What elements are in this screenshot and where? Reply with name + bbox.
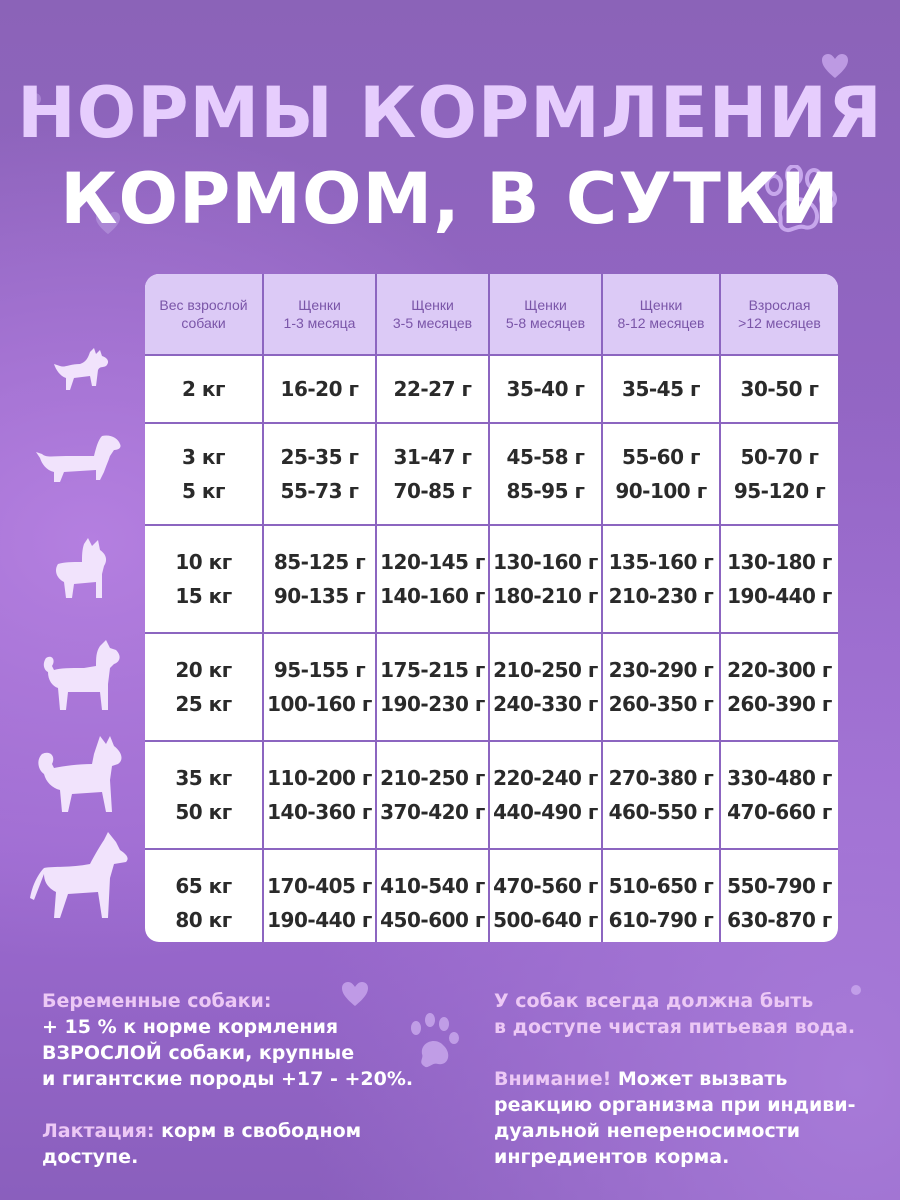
portion-cell xyxy=(602,525,720,633)
page-title-line2: КОРМОМ, В СУТКИ xyxy=(60,158,840,240)
cell-value: 190-440 г xyxy=(267,908,372,932)
header-text: 1-3 месяца xyxy=(283,315,356,331)
cell-value: 85-95 г xyxy=(506,479,585,503)
portion-cell xyxy=(720,525,838,633)
cell-value: 16-20 г xyxy=(280,377,359,401)
french-bulldog-icon xyxy=(52,538,112,602)
cell-value: 30-50 г xyxy=(740,377,819,401)
weight-cell xyxy=(145,849,263,942)
cell-value: 610-790 г xyxy=(608,908,714,932)
cell-value: 20 кг xyxy=(175,658,232,682)
cell-value: 330-480 г xyxy=(727,766,832,790)
portion-cell xyxy=(602,633,720,741)
weight-cell xyxy=(145,423,263,525)
portion-cell xyxy=(376,633,489,741)
cell-value: 190-230 г xyxy=(380,692,485,716)
portion-cell xyxy=(263,423,376,525)
header-text: собаки xyxy=(181,315,226,331)
header-adult xyxy=(720,274,838,355)
cell-value: 630-870 г xyxy=(727,908,832,932)
cell-value: 410-540 г xyxy=(380,874,485,898)
portion-cell xyxy=(376,423,489,525)
table-row xyxy=(145,741,838,849)
portion-cell xyxy=(376,525,489,633)
cell-value: 25-35 г xyxy=(280,445,359,469)
header-puppies-8-12 xyxy=(602,274,720,355)
cell-value: 2 кг xyxy=(182,377,225,401)
cell-value: 50 кг xyxy=(175,800,232,824)
cell-value: 220-240 г xyxy=(493,766,598,790)
header-text: Щенки xyxy=(298,297,341,313)
portion-cell xyxy=(720,741,838,849)
portion-cell xyxy=(602,741,720,849)
portion-cell xyxy=(720,355,838,423)
weight-cell xyxy=(145,525,263,633)
cell-value: 135-160 г xyxy=(608,550,714,574)
header-weight xyxy=(145,274,263,355)
portion-cell xyxy=(489,355,602,423)
cell-value: 260-350 г xyxy=(608,692,714,716)
cell-value: 190-440 г xyxy=(727,584,832,608)
page-title-line1: НОРМЫ КОРМЛЕНИЯ xyxy=(17,72,883,154)
cell-value: 110-200 г xyxy=(267,766,372,790)
table-header-row xyxy=(145,274,838,355)
cell-value: 70-85 г xyxy=(393,479,472,503)
weight-cell xyxy=(145,741,263,849)
pregnant-label: Беременные собаки: xyxy=(42,990,272,1012)
cell-value: 175-215 г xyxy=(380,658,485,682)
cell-value: 85-125 г xyxy=(273,550,366,574)
table-row xyxy=(145,633,838,741)
pregnant-text: ВЗРОСЛОЙ собаки, крупные xyxy=(42,1042,355,1064)
water-note: в доступе чистая питьевая вода. xyxy=(494,1016,856,1038)
header-puppies-5-8 xyxy=(489,274,602,355)
cell-value: 180-210 г xyxy=(493,584,598,608)
table-row xyxy=(145,525,838,633)
portion-cell xyxy=(489,849,602,942)
shiba-dog-icon xyxy=(40,640,122,712)
cell-value: 55-73 г xyxy=(280,479,359,503)
portion-cell xyxy=(376,741,489,849)
header-text: 3-5 месяцев xyxy=(392,315,473,331)
weight-cell xyxy=(145,633,263,741)
warning-text: дуальной непереносимости xyxy=(494,1120,801,1142)
cell-value: 450-600 г xyxy=(380,908,485,932)
portion-cell xyxy=(263,355,376,423)
cell-value: 440-490 г xyxy=(493,800,598,824)
warning-label: Внимание! xyxy=(494,1068,612,1090)
cell-value: 550-790 г xyxy=(727,874,832,898)
cell-value: 240-330 г xyxy=(493,692,598,716)
header-text: Взрослая xyxy=(748,297,811,313)
husky-dog-icon xyxy=(36,734,126,814)
header-puppies-3-5 xyxy=(376,274,489,355)
small-dog-icon xyxy=(50,348,112,394)
cell-value: 50-70 г xyxy=(740,445,819,469)
cell-value: 220-300 г xyxy=(727,658,832,682)
cell-value: 95-155 г xyxy=(273,658,366,682)
cell-value: 65 кг xyxy=(175,874,232,898)
cell-value: 35-40 г xyxy=(506,377,585,401)
cell-value: 130-180 г xyxy=(727,550,832,574)
large-dog-icon xyxy=(30,830,130,922)
cell-value: 370-420 г xyxy=(380,800,485,824)
weight-cell xyxy=(145,355,263,423)
portion-cell xyxy=(376,355,489,423)
pregnant-text: и гигантские породы +17 - +20%. xyxy=(42,1068,414,1090)
cell-value: 260-390 г xyxy=(727,692,832,716)
feeding-table xyxy=(145,274,838,942)
portion-cell xyxy=(489,423,602,525)
cell-value: 55-60 г xyxy=(622,445,700,469)
portion-cell xyxy=(263,525,376,633)
portion-cell xyxy=(489,741,602,849)
cell-value: 210-250 г xyxy=(380,766,485,790)
cell-value: 130-160 г xyxy=(493,550,598,574)
portion-cell xyxy=(602,423,720,525)
cell-value: 15 кг xyxy=(175,584,232,608)
cell-value: 470-660 г xyxy=(727,800,832,824)
portion-cell xyxy=(263,633,376,741)
cell-value: 270-380 г xyxy=(608,766,714,790)
water-note: У собак всегда должна быть xyxy=(494,990,814,1012)
cell-value: 140-360 г xyxy=(267,800,372,824)
cell-value: 510-650 г xyxy=(608,874,714,898)
cell-value: 22-27 г xyxy=(393,377,472,401)
cell-value: 5 кг xyxy=(182,479,225,503)
header-text: Щенки xyxy=(524,297,567,313)
cell-value: 80 кг xyxy=(175,908,232,932)
cell-value: 170-405 г xyxy=(267,874,372,898)
cell-value: 140-160 г xyxy=(380,584,485,608)
header-text: Щенки xyxy=(639,297,683,313)
lactation-text: корм в свободном доступе. xyxy=(42,1120,362,1168)
notes-right xyxy=(494,988,874,1170)
header-puppies-1-3 xyxy=(263,274,376,355)
cell-value: 230-290 г xyxy=(608,658,714,682)
notes-left xyxy=(42,988,462,1170)
dachshund-icon xyxy=(36,432,124,484)
header-text: >12 месяцев xyxy=(738,315,821,331)
table-row xyxy=(145,355,838,423)
cell-value: 90-135 г xyxy=(273,584,366,608)
portion-cell xyxy=(263,849,376,942)
cell-value: 35 кг xyxy=(175,766,232,790)
cell-value: 210-230 г xyxy=(608,584,714,608)
cell-value: 45-58 г xyxy=(506,445,585,469)
header-text: 8-12 месяцев xyxy=(617,315,705,331)
header-text: 5-8 месяцев xyxy=(505,315,586,331)
portion-cell xyxy=(720,849,838,942)
warning-text: ингредиентов корма. xyxy=(494,1146,730,1168)
table-row xyxy=(145,849,838,942)
cell-value: 95-120 г xyxy=(733,479,826,503)
cell-value: 500-640 г xyxy=(493,908,598,932)
cell-value: 35-45 г xyxy=(622,377,700,401)
cell-value: 25 кг xyxy=(175,692,232,716)
portion-cell xyxy=(720,423,838,525)
portion-cell xyxy=(602,849,720,942)
cell-value: 31-47 г xyxy=(393,445,472,469)
warning-text: реакцию организма при индиви- xyxy=(494,1094,856,1116)
portion-cell xyxy=(489,633,602,741)
pregnant-text: + 15 % к норме кормления xyxy=(42,1016,339,1038)
cell-value: 460-550 г xyxy=(608,800,714,824)
cell-value: 470-560 г xyxy=(493,874,598,898)
table-row xyxy=(145,423,838,525)
warning-text: Может вызвать xyxy=(611,1068,788,1090)
portion-cell xyxy=(376,849,489,942)
portion-cell xyxy=(263,741,376,849)
cell-value: 10 кг xyxy=(175,550,232,574)
cell-value: 90-100 г xyxy=(615,479,707,503)
cell-value: 120-145 г xyxy=(380,550,485,574)
cell-value: 3 кг xyxy=(182,445,225,469)
lactation-label: Лактация: xyxy=(42,1120,155,1142)
cell-value: 210-250 г xyxy=(493,658,598,682)
header-text: Вес взрослой xyxy=(159,297,248,313)
portion-cell xyxy=(489,525,602,633)
portion-cell xyxy=(720,633,838,741)
portion-cell xyxy=(602,355,720,423)
cell-value: 100-160 г xyxy=(267,692,372,716)
header-text: Щенки xyxy=(411,297,454,313)
